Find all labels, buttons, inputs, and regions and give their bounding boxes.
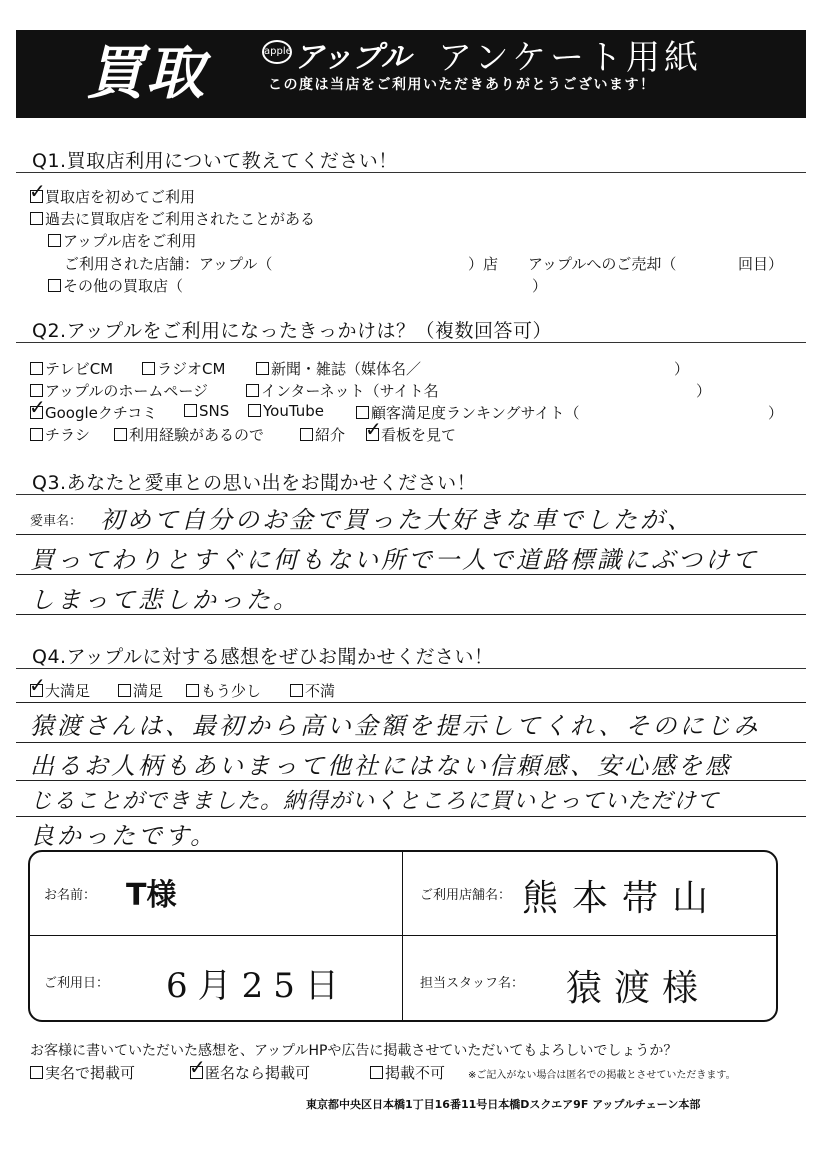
q3-rule-1: [16, 534, 806, 535]
q2-option-internet[interactable]: インターネット（サイト名: [246, 380, 439, 401]
checkbox-icon[interactable]: [30, 1066, 43, 1079]
brand-name: アップル: [294, 40, 411, 75]
checkbox-checked-icon[interactable]: [366, 428, 379, 441]
q2-heading: Q2.アップルをご利用になったきっかけは？（複数回答可）: [32, 320, 552, 342]
q4-rule-2: [16, 780, 806, 781]
checkbox-icon[interactable]: [30, 428, 43, 441]
checkbox-icon[interactable]: [300, 428, 313, 441]
q4-option-unsatisfied[interactable]: 不満: [290, 680, 335, 701]
checkbox-checked-icon[interactable]: [30, 190, 43, 203]
q3-car-label: 愛車名：: [30, 514, 83, 529]
q4-option-satisfied[interactable]: 満足: [118, 680, 163, 701]
q2-option-radiocm[interactable]: ラジオCM: [142, 358, 225, 379]
date-value[interactable]: 6月25日: [166, 966, 349, 1006]
date-label: ご利用日：: [44, 976, 110, 991]
q4-handwritten-line-3: じることができました。納得がいくところに買いとっていただけて: [30, 789, 720, 814]
staff-label: 担当スタッフ名：: [420, 976, 525, 991]
checkbox-icon[interactable]: [30, 362, 43, 375]
q2-option-experience[interactable]: 利用経験があるので: [114, 424, 264, 445]
checkbox-checked-icon[interactable]: [30, 684, 43, 697]
page-title: アンケート用紙: [438, 38, 702, 78]
checkbox-icon[interactable]: [114, 428, 127, 441]
page-subtitle: この度は当店をご利用いただきありがとうございます！: [268, 77, 656, 93]
publish-option-no[interactable]: 掲載不可: [370, 1062, 445, 1083]
publish-option-realname[interactable]: 実名で掲載可: [30, 1062, 135, 1083]
q2-option-flyer[interactable]: チラシ: [30, 424, 90, 445]
q4-handwritten-line-4: 良かったです。: [30, 822, 218, 850]
q1-option-other[interactable]: その他の買取店（: [48, 275, 183, 296]
q1-divider: [16, 172, 806, 173]
q3-heading: Q3.あなたと愛車との思い出をお聞かせください！: [32, 472, 477, 494]
q2-option-ranking[interactable]: 顧客満足度ランキングサイト（: [356, 402, 580, 423]
checkbox-icon[interactable]: [118, 684, 131, 697]
checkbox-checked-icon[interactable]: [190, 1066, 203, 1079]
checkbox-icon[interactable]: [370, 1066, 383, 1079]
q1-heading: Q1.買取店利用について教えてください！: [32, 150, 398, 172]
q4-divider: [16, 668, 806, 669]
publish-question: お客様に書いていただいた感想を、アップルHPや広告に掲載させていただいてもよろしいでしょうか？: [30, 1043, 678, 1059]
checkbox-icon[interactable]: [48, 279, 61, 292]
q2-row1-end: ）: [674, 360, 690, 378]
q3-rule-2: [16, 574, 806, 575]
apple-logo-icon: apple: [262, 40, 292, 64]
q3-handwritten-line-2: 買ってわりとすぐに何もない所で一人で道路標識にぶつけて: [30, 546, 759, 574]
checkbox-icon[interactable]: [256, 362, 269, 375]
q1-store-line: ご利用された店舗：アップル（: [64, 255, 273, 273]
name-label: お名前：: [44, 888, 97, 903]
q4-option-very-satisfied[interactable]: ✓大満足: [30, 680, 90, 701]
q2-option-referral[interactable]: 紹介: [300, 424, 345, 445]
store-value[interactable]: 熊本帯山: [522, 878, 723, 919]
publish-note: ※ご記入がない場合は匿名での掲載とさせていただきます。: [468, 1070, 736, 1081]
checkbox-icon[interactable]: [142, 362, 155, 375]
q2-option-homepage[interactable]: アップルのホームページ: [30, 380, 208, 401]
header-big-title: 買取: [86, 39, 207, 107]
q2-row2-end: ）: [696, 382, 712, 400]
q2-option-tvcm[interactable]: テレビCM: [30, 358, 113, 379]
q1-option-used-before[interactable]: 過去に買取店をご利用されたことがある: [30, 208, 315, 229]
name-value[interactable]: T様: [126, 878, 177, 913]
q2-option-newspaper[interactable]: 新聞・雑誌（媒体名／: [256, 358, 421, 379]
q1-option-apple[interactable]: アップル店をご利用: [48, 230, 196, 251]
q1-other-suffix: ）: [532, 277, 548, 295]
checkbox-icon[interactable]: [248, 404, 261, 417]
card-divider-vertical: [402, 850, 403, 1022]
q3-rule-3: [16, 614, 806, 615]
checkbox-checked-icon[interactable]: [30, 406, 43, 419]
q4-rule-1: [16, 742, 806, 743]
q2-divider: [16, 342, 806, 343]
q3-divider: [16, 494, 806, 495]
q1-store-suffix: ）店: [468, 255, 499, 273]
q4-rule-0: [16, 702, 806, 703]
checkbox-icon[interactable]: [48, 234, 61, 247]
q2-row3-end: ）: [768, 404, 784, 422]
checkbox-icon[interactable]: [184, 404, 197, 417]
q4-option-so-so[interactable]: もう少し: [186, 680, 261, 701]
q3-handwritten-line-3: しまって悲しかった。: [30, 586, 300, 614]
q1-sales-suffix: 回目）: [738, 255, 784, 273]
q4-heading: Q4.アップルに対する感想をぜひお聞かせください！: [32, 646, 494, 668]
checkbox-icon[interactable]: [290, 684, 303, 697]
checkbox-icon[interactable]: [186, 684, 199, 697]
footer-address: 東京都中央区日本橋1丁目16番11号日本橋Dスクエア9F アップルチェーン本部: [306, 1098, 701, 1111]
q2-option-youtube[interactable]: YouTube: [248, 402, 324, 420]
q1-sales-prefix: アップルへのご売却（: [528, 255, 677, 273]
q1-option-first-time[interactable]: ✓買取店を初めてご利用: [30, 186, 195, 207]
checkbox-icon[interactable]: [30, 212, 43, 225]
publish-option-anonymous[interactable]: ✓ 匿名なら掲載可: [190, 1062, 310, 1083]
staff-value[interactable]: 猿渡様: [566, 968, 711, 1009]
q2-option-google[interactable]: ✓Googleクチコミ: [30, 402, 157, 423]
store-label: ご利用店舗名：: [420, 888, 512, 903]
q3-handwritten-line-1: 初めて自分のお金で買った大好きな車でしたが、: [100, 506, 694, 534]
q4-handwritten-line-2: 出るお人柄もあいまって他社にはない信頼感、安心感を感: [30, 752, 732, 780]
q2-option-sns[interactable]: SNS: [184, 402, 229, 420]
q2-option-signboard[interactable]: ✓ 看板を見て: [366, 424, 456, 445]
q4-handwritten-line-1: 猿渡さんは、最初から高い金額を提示してくれ、そのにじみ: [30, 712, 761, 740]
checkbox-icon[interactable]: [246, 384, 259, 397]
card-divider-horizontal: [28, 935, 778, 936]
